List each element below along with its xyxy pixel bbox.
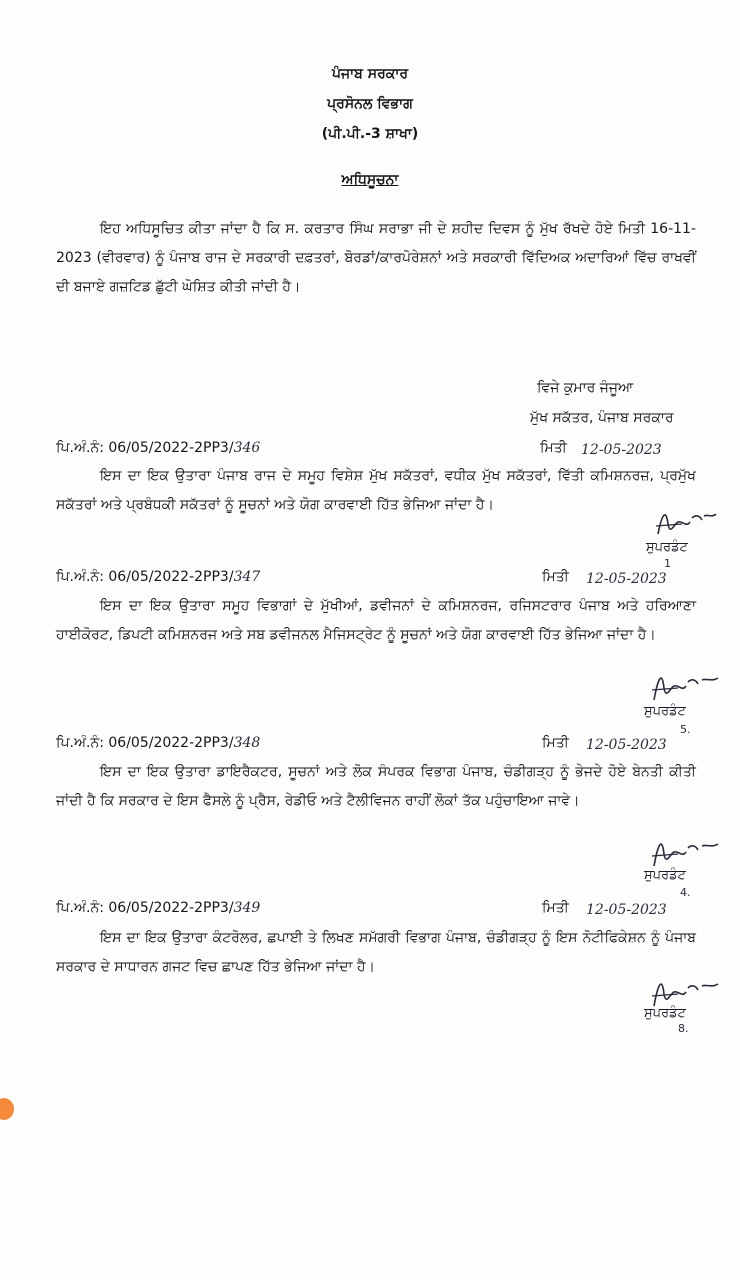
endorsement-text: ਇਸ ਦਾ ਇਕ ਉਤਾਰਾ ਕੰਟਰੋਲਰ, ਛਪਾਈ ਤੇ ਲਿਖਣ ਸਮੱਗਰੀ ਵਿਭਾਗ ਪੰਜਾਬ, ਚੰਡੀਗੜ੍ਹ ਨੂੰ ਇਸ ਨੋਟੀਫਿਕੇਸ਼ਨ ਨੂੰ ਪੰਜਾਬ ਸਰਕਾਰ ਦੇ ਸਾਧਾਰਨ ਗਜਟ ਵਿਚ ਛਾਪਣ ਹਿੱਤ ਭੇਜਿਆ ਜਾਂਦਾ ਹੈ।: [56, 930, 696, 975]
handwritten-date: 12-05-2023: [586, 737, 667, 753]
notification-body: [56, 215, 696, 302]
superintendent-signature-1: [652, 504, 720, 544]
endorsement-text: ਇਸ ਦਾ ਇਕ ਉਤਾਰਾ ਸਮੂਹ ਵਿਭਾਗਾਂ ਦੇ ਮੁੱਖੀਆਂ, ਡਵੀਜਨਾਂ ਦੇ ਕਮਿਸ਼ਨਰਜ, ਰਜਿਸਟਰਾਰ ਪੰਜਾਬ ਅਤੇ ਹਰਿਆਣਾ ਹਾਈਕੋਰਟ, ਡਿਪਟੀ ਕਮਿਸ਼ਨਰਜ ਅਤੇ ਸਬ ਡਵੀਜਨਲ ਮੈਜਿਸਟ੍ਰੇਟ ਨੂੰ ਸੂਚਨਾਂ ਅਤੇ ਯੋਗ ਕਾਰਵਾਈ ਹਿੱਤ ਭੇਜਿਆ ਜਾਂਦਾ ਹੈ।: [56, 598, 696, 643]
signatory-name: ਵਿਜੇ ਕੁਮਾਰ ਜੰਜੂਆ: [537, 380, 634, 396]
date-label: ਮਿਤੀ: [542, 900, 569, 916]
date-label: ਮਿਤੀ: [542, 569, 569, 585]
handwritten-ref-number: 347: [233, 569, 261, 585]
branch-title: (ਪੀ.ਪੀ.-3 ਸ਼ਾਖਾ): [321, 126, 419, 142]
endorsement-text: ਇਸ ਦਾ ਇਕ ਉਤਾਰਾ ਪੰਜਾਬ ਰਾਜ ਦੇ ਸਮੂਹ ਵਿਸ਼ੇਸ਼ ਮੁੱਖ ਸਕੱਤਰਾਂ, ਵਧੀਕ ਮੁੱਖ ਸਕੱਤਰਾਂ, ਵਿੱਤੀ ਕਮਿਸ਼ਨਰਜ਼, ਪ੍ਰਮੁੱਖ ਸਕੱਤਰਾਂ ਅਤੇ ਪ੍ਰਬੰਧਕੀ ਸਕੱਤਰਾਂ ਨੂੰ ਸੂਚਨਾਂ ਅਤੇ ਯੋਗ ਕਾਰਵਾਈ ਹਿੱਤ ਭੇਜਿਆ ਜਾਂਦਾ ਹੈ।: [56, 468, 696, 513]
date-label: ਮਿਤੀ: [542, 735, 569, 751]
handwritten-mark: 4.: [680, 886, 691, 899]
handwritten-mark: 1: [664, 557, 671, 570]
notification-text: ਇਹ ਅਧਿਸੂਚਿਤ ਕੀਤਾ ਜਾਂਦਾ ਹੈ ਕਿ ਸ. ਕਰਤਾਰ ਸਿੰਘ ਸਰਾਭਾ ਜੀ ਦੇ ਸ਼ਹੀਦ ਦਿਵਸ ਨੂੰ ਮੁੱਖ ਰੱਖਦੇ ਹੋਏ ਮਿਤੀ 16-11-2023 (ਵੀਰਵਾਰ) ਨੂੰ ਪੰਜਾਬ ਰਾਜ ਦੇ ਸਰਕਾਰੀ ਦਫ਼ਤਰਾਂ, ਬੋਰਡਾਂ/ਕਾਰਪੋਰੇਸ਼ਨਾਂ ਅਤੇ ਸਰਕਾਰੀ ਵਿੱਦਿਅਕ ਅਦਾਰਿਆਂ ਵਿੱਚ ਰਾਖਵੀਂ ਦੀ ਬਜਾਏ ਗਜ਼ਟਿਡ ਛੁੱਟੀ ਘੋਸ਼ਿਤ ਕੀਤੀ ਜਾਂਦੀ ਹੈ।: [56, 221, 696, 295]
handwritten-ref-number: 348: [233, 735, 261, 751]
superintendent-title: ਸੁਪਰਡੰਟ: [646, 540, 688, 555]
signatory-designation: ਮੁੱਖ ਸਕੱਤਰ, ਪੰਜਾਬ ਸਰਕਾਰ: [530, 410, 674, 426]
endorsement-2-text: [56, 592, 696, 650]
government-title: ਪੰਜਾਬ ਸਰਕਾਰ: [331, 66, 409, 82]
department-title: ਪ੍ਰਸੋਨਲ ਵਿਭਾਗ: [327, 96, 413, 112]
superintendent-title: ਸੁਪਰਡੰਟ: [644, 1006, 686, 1021]
superintendent-title: ਸੁਪਰਡੰਟ: [644, 868, 686, 883]
handwritten-date: 12-05-2023: [586, 902, 667, 918]
endorsement-3-text: [56, 758, 696, 816]
notification-heading: ਅਧਿਸੂਚਨਾ: [341, 172, 399, 188]
endorsement-4-text: [56, 924, 696, 982]
endorsement-1-text: [56, 462, 696, 520]
endorsement-3-ref-row: [56, 735, 696, 757]
date-label: ਮਿਤੀ: [540, 440, 567, 456]
superintendent-signature-2: [646, 668, 722, 708]
endorsement-1-ref-row: [56, 440, 696, 462]
endorsement-ref-number: ਪਿ.ਅੰ.ਨੰ: 06/05/2022-2PP3/346: [56, 440, 261, 456]
endorsement-text: ਇਸ ਦਾ ਇਕ ਉਤਾਰਾ ਡਾਇਰੈਕਟਰ, ਸੂਚਨਾਂ ਅਤੇ ਲੋਕ ਸੰਪਰਕ ਵਿਭਾਗ ਪੰਜਾਬ, ਚੰਡੀਗੜ੍ਹ ਨੂੰ ਭੇਜਦੇ ਹੋਏ ਬੇਨਤੀ ਕੀਤੀ ਜਾਂਦੀ ਹੈ ਕਿ ਸਰਕਾਰ ਦੇ ਇਸ ਫੈਸਲੇ ਨੂੰ ਪ੍ਰੈਸ, ਰੇਡੀਓ ਅਤੇ ਟੈਲੀਵਿਜਨ ਰਾਹੀਂ ਲੋਕਾਂ ਤੱਕ ਪਹੁੰਚਾਇਆ ਜਾਵੇ।: [56, 764, 696, 809]
endorsement-ref-number: ਪਿ.ਅੰ.ਨੰ: 06/05/2022-2PP3/348: [56, 735, 261, 751]
handwritten-mark: 5.: [680, 723, 691, 736]
endorsement-ref-number: ਪਿ.ਅੰ.ਨੰ: 06/05/2022-2PP3/349: [56, 900, 261, 916]
endorsement-ref-number: ਪਿ.ਅੰ.ਨੰ: 06/05/2022-2PP3/347: [56, 569, 261, 585]
endorsement-2-ref-row: [56, 569, 696, 591]
superintendent-title: ਸੁਪਰਡੰਟ: [644, 704, 686, 719]
handwritten-mark: 8.: [678, 1022, 689, 1035]
handwritten-ref-number: 346: [233, 440, 261, 456]
handwritten-date: 12-05-2023: [586, 571, 667, 587]
handwritten-ref-number: 349: [233, 900, 261, 916]
orange-margin-mark: [0, 1098, 14, 1120]
endorsement-4-ref-row: [56, 900, 696, 922]
handwritten-date: 12-05-2023: [581, 442, 662, 458]
